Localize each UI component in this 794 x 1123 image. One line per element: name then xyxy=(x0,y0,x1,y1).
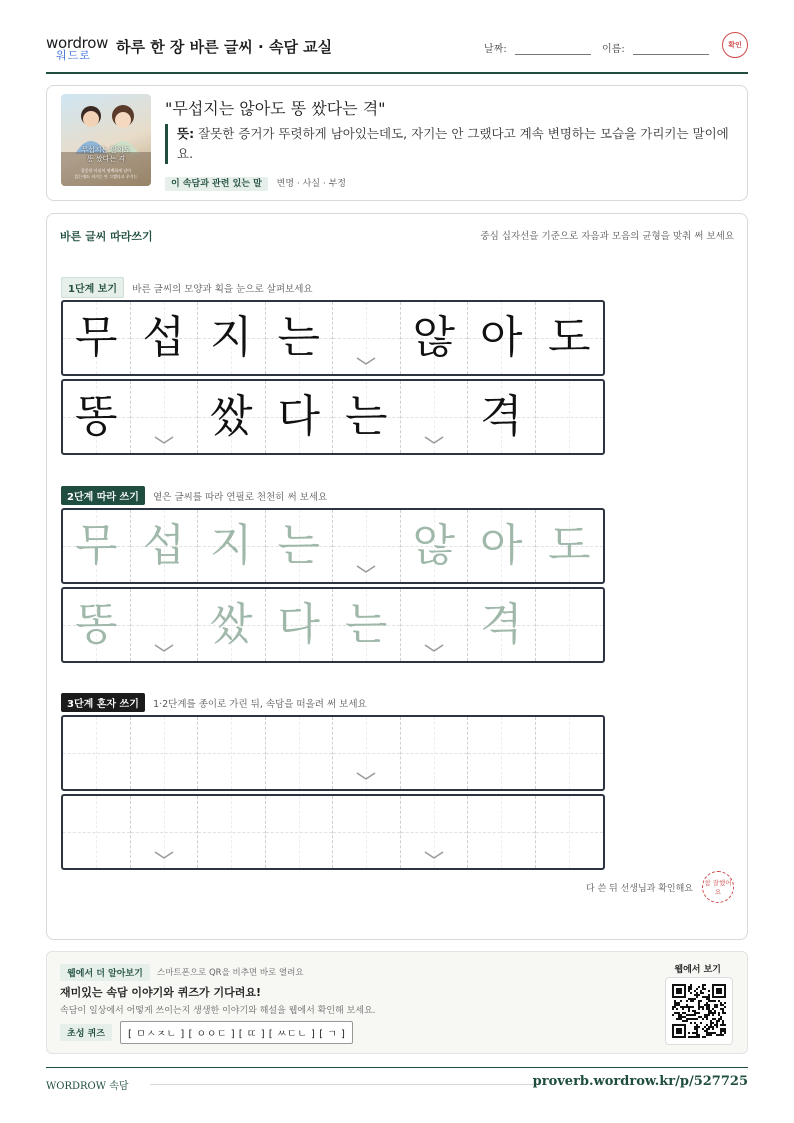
space-chevron-icon xyxy=(424,435,444,445)
step3-badge: 3단계 혼자 쓰기 xyxy=(61,693,145,712)
grid-cell[interactable] xyxy=(468,796,536,868)
space-chevron-icon xyxy=(356,564,376,574)
space-chevron-icon xyxy=(154,643,174,653)
step2-badge: 2단계 따라 쓰기 xyxy=(61,486,145,505)
grid-cell[interactable] xyxy=(131,589,199,661)
related-words xyxy=(165,176,346,189)
grid-cell[interactable] xyxy=(536,717,604,789)
step2-label xyxy=(61,486,327,505)
grid-cell[interactable] xyxy=(333,717,401,789)
grid-cell[interactable] xyxy=(198,717,266,789)
space-chevron-icon xyxy=(154,850,174,860)
step2-desc: 옅은 글씨를 따라 연필로 천천히 써 보세요 xyxy=(153,492,328,503)
related-tag: 이 속담과 관련 있는 말 xyxy=(165,177,268,191)
step1-label xyxy=(61,277,313,298)
grid-cell[interactable] xyxy=(63,589,131,661)
grid-cell[interactable] xyxy=(63,510,131,582)
space-chevron-icon xyxy=(424,643,444,653)
grid-character: 지 xyxy=(209,520,253,571)
grid-character: 똥 xyxy=(74,599,118,650)
step3-row1[interactable] xyxy=(61,715,605,791)
grid-cell xyxy=(63,302,131,374)
grid-character: 는 xyxy=(277,520,320,571)
step3-row2[interactable] xyxy=(61,794,605,870)
proverb-meaning xyxy=(165,124,730,164)
page-header xyxy=(46,30,748,74)
grid-cell xyxy=(536,302,604,374)
grid-cell xyxy=(401,381,469,453)
related-values: 변명 · 사실 · 부정 xyxy=(276,179,346,189)
proverb-card xyxy=(46,85,748,201)
grid-cell[interactable] xyxy=(536,796,604,868)
step3-label xyxy=(61,693,367,712)
qr-code[interactable] xyxy=(665,977,733,1045)
grid-cell xyxy=(333,381,401,453)
logo-wordmark: wordrow xyxy=(46,34,109,52)
space-chevron-icon xyxy=(356,771,376,781)
grid-cell xyxy=(266,381,334,453)
grid-cell xyxy=(536,381,604,453)
name-line xyxy=(633,43,709,55)
grid-cell[interactable] xyxy=(333,510,401,582)
grid-character: 쌌 xyxy=(209,391,253,442)
qr-hint: 스마트폰으로 QR을 비추면 바로 열려요 xyxy=(157,968,304,978)
grid-cell xyxy=(198,302,266,374)
grid-cell[interactable] xyxy=(266,717,334,789)
grid-character: 격 xyxy=(479,391,523,442)
thumb-caption: 무섭지는 않아도 똥 쌌다는 격 xyxy=(81,146,131,163)
qr-label: 웹에서 보기 xyxy=(674,965,721,975)
logo-korean: 워드로 xyxy=(56,49,91,62)
grid-cell xyxy=(198,381,266,453)
grid-cell[interactable] xyxy=(266,589,334,661)
grid-cell[interactable] xyxy=(198,796,266,868)
grid-cell xyxy=(401,302,469,374)
grid-cell[interactable] xyxy=(401,796,469,868)
grid-character: 도 xyxy=(547,312,591,363)
grid-character: 는 xyxy=(344,599,388,650)
grid-character: 섭 xyxy=(142,312,185,363)
grid-cell[interactable] xyxy=(401,510,469,582)
grid-cell[interactable] xyxy=(131,510,199,582)
grid-cell[interactable] xyxy=(198,589,266,661)
step1-row2 xyxy=(61,379,605,455)
grid-character: 는 xyxy=(344,391,388,442)
thumb-subcaption: 잘못한 사실이 명백하게 남아 있는데도 자기는 안 그랬다고 우기는 xyxy=(74,168,138,179)
step1-badge: 1단계 보기 xyxy=(61,277,124,298)
name-field[interactable] xyxy=(602,40,709,55)
grid-cell[interactable] xyxy=(63,796,131,868)
grid-character: 아 xyxy=(479,520,523,571)
wordrow-logo[interactable] xyxy=(46,34,108,64)
good-job-stamp-icon: 참 잘했어요 xyxy=(702,871,734,903)
grid-cell[interactable] xyxy=(468,717,536,789)
web-more-tag: 웹에서 더 알아보기 xyxy=(60,964,150,981)
date-line xyxy=(515,43,591,55)
footer-rule xyxy=(150,1084,538,1085)
grid-cell xyxy=(468,381,536,453)
step1-desc: 바른 글씨의 모양과 획을 눈으로 살펴보세요 xyxy=(132,284,313,295)
grid-character: 않 xyxy=(412,520,455,571)
grid-character: 쌌 xyxy=(209,599,253,650)
meaning-label: 뜻: xyxy=(177,126,195,141)
proverb-illustration xyxy=(61,94,151,186)
grid-cell[interactable] xyxy=(131,796,199,868)
footer-brand: WORDROW 속담 xyxy=(46,1081,129,1092)
grid-cell[interactable] xyxy=(266,796,334,868)
grid-cell xyxy=(333,302,401,374)
space-chevron-icon xyxy=(424,850,444,860)
grid-cell xyxy=(63,381,131,453)
date-field[interactable] xyxy=(484,40,591,55)
grid-character: 않 xyxy=(412,312,455,363)
name-label: 이름: xyxy=(602,44,625,55)
space-chevron-icon xyxy=(154,435,174,445)
grid-cell[interactable] xyxy=(401,589,469,661)
web-more-description: 속담이 일상에서 어떻게 쓰이는지 생생한 이야기와 해설을 웹에서 확인해 보세요. xyxy=(60,1006,376,1016)
web-more-headline: 재미있는 속담 이야기와 퀴즈가 기다려요! xyxy=(60,986,261,999)
grid-cell[interactable] xyxy=(401,717,469,789)
grid-cell[interactable] xyxy=(536,589,604,661)
grid-cell xyxy=(266,302,334,374)
grid-cell[interactable] xyxy=(198,510,266,582)
grid-cell xyxy=(468,302,536,374)
grid-character: 는 xyxy=(277,312,320,363)
grid-character: 다 xyxy=(277,391,320,442)
meaning-text: 잘못한 증거가 뚜렷하게 남아있는데도, 자기는 안 그랬다고 계속 변명하는 모습을 가리키는 말이에요. xyxy=(177,126,729,161)
footer-url[interactable]: proverb.wordrow.kr/p/527725 xyxy=(532,1074,748,1089)
grid-character: 격 xyxy=(479,599,523,650)
qr-code-icon xyxy=(672,984,726,1038)
initial-consonant-quiz: [ ㅁㅅㅈㄴ ] [ ㅇㅇㄷ ] [ ㄸ ] [ ㅆㄷㄴ ] [ ㄱ ] xyxy=(120,1021,353,1044)
page-footer xyxy=(46,1067,748,1092)
date-label: 날짜: xyxy=(484,44,507,55)
grid-character: 무 xyxy=(74,312,118,363)
grid-character: 다 xyxy=(277,599,320,650)
step1-row1 xyxy=(61,300,605,376)
grid-character: 똥 xyxy=(74,391,118,442)
step2-row1[interactable] xyxy=(61,508,605,584)
step3-desc: 1·2단계를 종이로 가린 뒤, 속담을 떠올려 써 보세요 xyxy=(153,699,367,710)
grid-character: 무 xyxy=(74,520,118,571)
space-chevron-icon xyxy=(356,356,376,366)
quiz-tag: 초성 퀴즈 xyxy=(60,1024,112,1041)
grid-character: 섭 xyxy=(142,520,185,571)
grid-cell[interactable] xyxy=(131,717,199,789)
practice-title: 바른 글씨 따라쓰기 xyxy=(60,230,153,243)
step2-row2[interactable] xyxy=(61,587,605,663)
page-title: 하루 한 장 바른 글씨 · 속담 교실 xyxy=(116,38,333,56)
grid-cell[interactable] xyxy=(63,717,131,789)
web-more-card xyxy=(46,951,748,1054)
grid-cell[interactable] xyxy=(266,510,334,582)
grid-cell[interactable] xyxy=(536,510,604,582)
teacher-check-note: 다 쓴 뒤 선생님과 확인해요 xyxy=(585,884,693,894)
grid-cell xyxy=(131,381,199,453)
proverb-quote: "무섭지는 않아도 똥 쌌다는 격" xyxy=(165,99,386,118)
grid-cell[interactable] xyxy=(333,589,401,661)
grid-character: 아 xyxy=(479,312,523,363)
practice-note: 중심 십자선을 기준으로 자음과 모음의 균형을 맞춰 써 보세요 xyxy=(480,231,734,242)
grid-character: 도 xyxy=(547,520,591,571)
grid-cell[interactable] xyxy=(333,796,401,868)
handwriting-practice xyxy=(46,213,748,940)
confirm-stamp-icon: 확인 xyxy=(722,32,748,58)
grid-character: 지 xyxy=(209,312,253,363)
grid-cell xyxy=(131,302,199,374)
grid-cell[interactable] xyxy=(468,510,536,582)
grid-cell[interactable] xyxy=(468,589,536,661)
